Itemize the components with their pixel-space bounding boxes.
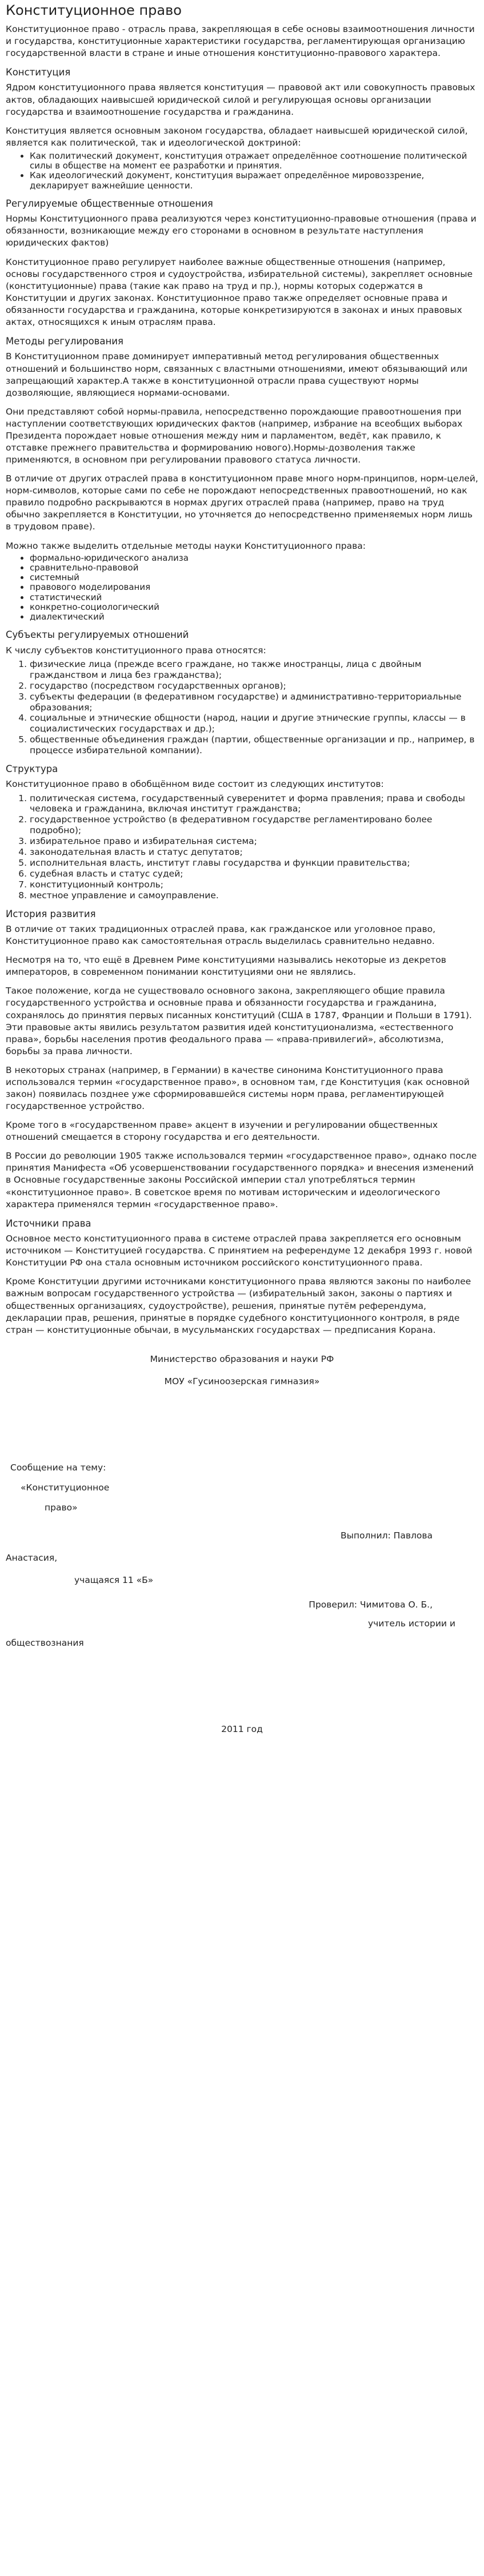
paragraph: В Конституционном праве доминирует императивный метод регулирования общественных отношений и большинство норм, связанных с властными отношениями, имеют обязывающий или запрещающий характер.А также в конституционной отрасли права существуют нормы дозволяющие, являющиеся нормами-основами. — [6, 351, 468, 398]
heading-structure: Структура — [6, 763, 58, 775]
heading-constitution: Конституция — [6, 67, 71, 78]
report-topic-line: «Конституционное — [21, 1482, 110, 1493]
heading-methods: Методы регулирования — [6, 336, 123, 347]
heading-relations: Регулируемые общественные отношения — [6, 198, 213, 209]
heading-subjects: Субъекты регулируемых отношений — [6, 629, 189, 641]
paragraph: Несмотря на то, что ещё в Древнем Риме конституциями назывались некоторые из декретов императоров, в современном понимании конституциями они не являлись. — [6, 955, 446, 978]
list-item: 6. судебная власть и статус судей; — [30, 869, 478, 879]
list-item: 5. исполнительная власть, институт главы государства и функции правительства; — [30, 858, 478, 869]
bullet-list — [6, 151, 478, 191]
list-item: • статистический — [30, 593, 478, 602]
report-label: Сообщение на тему: — [10, 1462, 106, 1473]
performer-name: Анастасия, — [6, 1553, 58, 1564]
paragraph: Кроме того в «государственном праве» акцент в изучении и регулировании общественных отношений смещается в сторону государства и его деятельности. — [6, 1120, 438, 1143]
paragraph: В некоторых странах (например, в Германии) в качестве синонима Конституционного права использовался термин «государственное право», в основном там, где Конституция (как основной закон) появилась позднее уже сформировавшейся системы норм права, регламентирующей государственное устройство. — [6, 1064, 470, 1112]
list-item: 5. общественные объединения граждан (партии, общественные организации и пр., например, в процессе избирательной компании). — [30, 734, 478, 756]
paragraph: Такое положение, когда не существовало основного закона, закрепляющего общие правила государственного устройства и основные права и обязанности государства и гражданина, сохранялось до принятия первых писанных конституций (США в 1787, Франции и Польши в 1791). Эти правовые акты явились результатом развития идей конституционализма, «естественного права», борьбы населения против феодального права — «права-привилегий», абсолютизма, борьбы за права личности. — [6, 986, 472, 1056]
list-item: • Как идеологический документ, конституция выражает определённое мировоззрение, декларирует важнейшие ценности. — [30, 171, 478, 191]
year: 2011 год — [221, 1723, 263, 1734]
page-title: Конституционное право — [6, 2, 182, 18]
list-item: 1. политическая система, государственный суверенитет и форма правления; права и свободы человека и гражданина, включая институт гражданства; — [30, 793, 478, 815]
bullet-list — [6, 553, 478, 622]
list-item: 3. избирательное право и избирательная система; — [30, 836, 478, 847]
teacher-role: учитель истории и — [367, 1618, 455, 1629]
heading-history: История развития — [6, 908, 96, 919]
report-topic-line: право» — [45, 1502, 78, 1513]
performer-label: Выполнил: Павлова — [341, 1530, 433, 1541]
numbered-list — [6, 659, 478, 756]
paragraph: К числу субъектов конституционного права относятся: — [6, 645, 266, 656]
list-item: • конкретно-социологический — [30, 602, 478, 612]
list-item: • формально-юридического анализа — [30, 553, 478, 563]
paragraph: Нормы Конституционного права реализуются через конституционно-правовые отношения (права и обязанности, возникающие между его сторонами в основном в результате наступления юридических фактов) — [6, 214, 477, 248]
paragraph: Конституционное право в обобщённом виде состоит из следующих институтов: — [6, 779, 384, 790]
paragraph: Они представляют собой нормы-правила, непосредственно порождающие правоотношения при наступлении соответствующих юридических фактов (например, избрание на всеобщих выборах Президента порождает новые отношения между ним и парламентом, ведёт, как правило, к отставке прежнего правительства и формированию нового).Нормы-дозволения также применяются, в основном при регулировании правового статуса личности. — [6, 406, 463, 465]
paragraph: Конституционное право регулирует наиболее важные общественные отношения (например, основы государственного строя и судоустройства, избирательной системы), закрепляет основные (конституционные) права (такие как право на труд и пр.), нормы которых содержатся в Конституции и других законах. Конституционное право также определяет основные права и обязанности государства и гражданина, которые конкретизируются в законах и иных правовых актах, относящихся к иным отраслям права. — [6, 256, 473, 327]
list-item: • правового моделирования — [30, 582, 478, 592]
list-item: 7. конституционный контроль; — [30, 879, 478, 890]
paragraph: Ядром конституционного права является конституция — правовой акт или совокупность правовых актов, обладающих наивысшей юридической силой и регулирующая основы организации государства и взаимоотношение государства и гражданина. — [6, 82, 475, 117]
list-item: 8. местное управление и самоуправление. — [30, 890, 478, 901]
heading-sources: Источники права — [6, 1217, 91, 1229]
list-item: 3. субъекты федерации (в федеративном государстве) и административно-территориальные образования; — [30, 692, 478, 713]
paragraph: Основное место конституционного права в системе отраслей права закрепляется его основным источником — Конституцией государства. С принятием на референдуме 12 декабря 1993 г. новой Конституции РФ она стала основным источником российского конституционного права. — [6, 1233, 473, 1268]
numbered-list — [6, 793, 478, 901]
checker-label: Проверил: Чимитова О. Б., — [309, 1600, 433, 1610]
paragraph: В России до революции 1905 также использовался термин «государственное право», однако после принятия Манифеста «Об усовершенствовании государственного порядка» и внесения изменений в Основные государственные законы Российской империи стал употребляться термин «конституционное право». В советское время по мотивам историческим и идеологического характера применялся термин «государственное право». — [6, 1151, 477, 1209]
paragraph: Кроме Конституции другими источниками конституционного права являются законы по наиболее важным вопросам государственного устройства — (избирательный закон, законы о партиях и общественных организациях, судоустройстве), решения, принятые путём референдума, декларации прав, решения, принятые в порядке судебного конституционного контроля, в ряде стран — конституционные обычаи, в мусульманских государствах — предписания Корана. — [6, 1276, 471, 1335]
school-name: МОУ «Гусиноозерская гимназия» — [164, 1376, 320, 1387]
ministry-name: Министерство образования и науки РФ — [150, 1353, 334, 1364]
intro-paragraph: Конституционное право - отрасль права, закрепляющая в себе основы взаимоотношения личности и государства, конституционные характеристики государства, регламентирующая организацию государственной власти в стране и иные отношения конституционно-правового характера. — [6, 23, 475, 58]
list-item: • системный — [30, 573, 478, 582]
paragraph: В отличие от таких традиционных отраслей права, как гражданское или уголовное право, Конституционное право как самостоятельная отрасль выделилась сравнительно недавно. — [6, 924, 436, 947]
list-item: • Как политический документ, конституция отражает определённое соотношение политической силы в обществе на момент ее разработки и принятия. — [30, 151, 478, 171]
list-item: 2. государственное устройство (в федеративном государстве регламентировано более подробно); — [30, 814, 478, 836]
paragraph: Конституция является основным законом государства, обладает наивысшей юридической силой, является как политической, так и идеологической доктриной: — [6, 125, 468, 148]
student-class: учащаяся 11 «Б» — [74, 1575, 154, 1586]
teacher-subject: обществознания — [6, 1637, 84, 1648]
list-item: • сравнительно-правовой — [30, 563, 478, 573]
paragraph: В отличие от других отраслей права в конституционном праве много норм-принципов, норм-целей, норм-символов, которые сами по себе не порождают непосредственных правоотношений, но как правило подробно раскрываются в нормах других отраслей права (например, право на труд обычно закрепляется в Конституции, но уточняется до непосредственно применяемых норм лишь в трудовом праве). — [6, 473, 478, 532]
report-subject — [6, 1462, 478, 1514]
list-item: 4. социальные и этнические общности (народ, нации и другие этнические группы, классы — в социалистических государствах и др.); — [30, 713, 478, 734]
list-item: 2. государство (посредством государственных органов); — [30, 681, 478, 692]
title-page — [6, 1353, 478, 1735]
list-item: 1. физические лица (прежде всего граждане, но также иностранцы, лица с двойным гражданством и лица без гражданства); — [30, 659, 478, 681]
list-item: 4. законодательная власть и статус депутатов; — [30, 847, 478, 858]
list-item: • диалектический — [30, 612, 478, 622]
paragraph: Можно также выделить отдельные методы науки Конституционного права: — [6, 540, 366, 551]
